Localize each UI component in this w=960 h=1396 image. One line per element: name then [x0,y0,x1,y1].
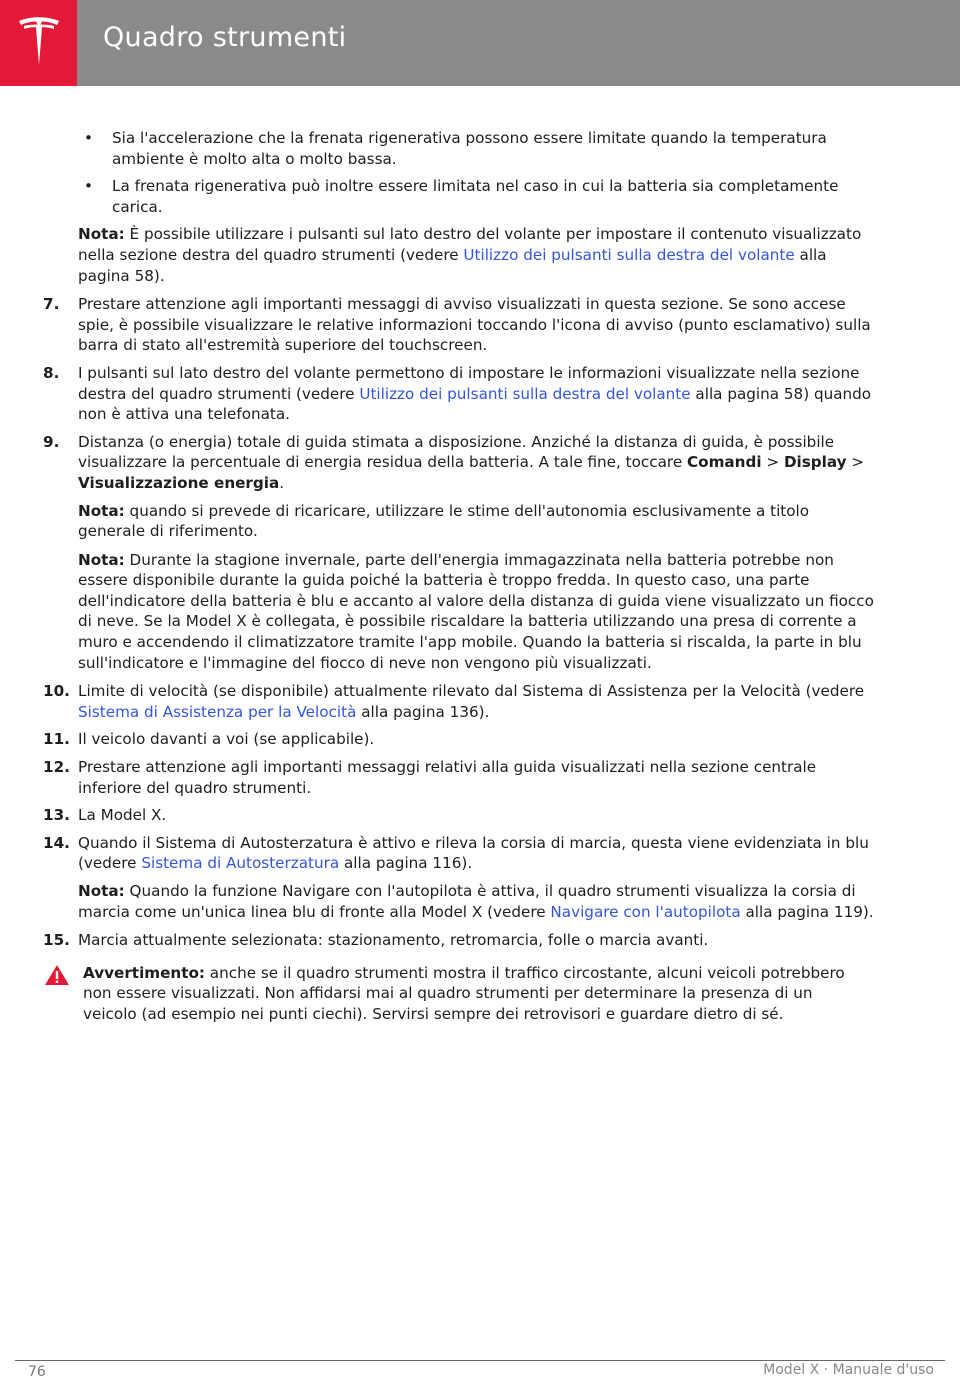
page-number: 76 [28,1364,46,1380]
list-item-15 [0,930,960,951]
page-title: Quadro strumenti [103,22,347,53]
menu-path-comandi: Comandi [687,453,762,472]
item-number: 11. [43,730,70,749]
item-number: 13. [43,806,70,825]
list-item-9 [0,432,960,494]
link-pulsanti-volante[interactable]: Utilizzo dei pulsanti sulla destra del volante [359,384,691,403]
note-6 [0,224,960,286]
menu-path-display: Display [783,453,847,472]
warning-label: Avvertimento: [83,963,205,982]
link-navigare-autopilota[interactable]: Navigare con l'autopilota [550,902,741,921]
item-text: Quando il Sistema di Autosterzatura è attivo e rileva la corsia di marcia, questa viene evidenziata in blu (vedere [78,833,869,873]
warning-triangle-icon [44,964,70,992]
item-number: 7. [43,295,60,314]
item-number: 9. [43,432,60,451]
list-item-10 [0,681,960,722]
bullet-dot-icon: • [84,177,93,196]
item-text: Prestare attenzione agli importanti messaggi di avviso visualizzati in questa sezione. Se sono accese spie, è possibile visualizzare le relative informazioni toccando l'icona di avviso (punto esclamativo) sulla barra di stato all'estremità superiore del touchscreen. [78,295,871,355]
note-9b [0,550,960,674]
item-text: alla pagina 116). [339,854,473,873]
list-item-11 [0,729,960,750]
item-text: Marcia attualmente selezionata: stazionamento, retromarcia, folle o marcia avanti. [78,931,709,950]
list-item-8 [0,363,960,425]
list-item-7 [0,294,960,356]
tesla-logo-icon [16,17,62,69]
note-label: Nota: [78,225,125,244]
item-text: alla pagina 136). [356,702,490,721]
note-14 [0,881,960,922]
bullet-text: La frenata rigenerativa può inoltre essere limitata nel caso in cui la batteria sia completamente carica. [112,177,839,216]
bullet-item [0,176,960,217]
item-number: 15. [43,931,70,950]
note-text: alla pagina 58). [78,245,827,285]
note-text: È possibile utilizzare i pulsanti sul lato destro del volante per impostare il contenuto visualizzato nella sezione destra del quadro strumenti (vedere [78,225,862,264]
note-label: Nota: [78,501,125,520]
path-separator: > [761,453,784,472]
link-autosterzatura[interactable]: Sistema di Autosterzatura [141,854,340,873]
item-number: 8. [43,363,60,382]
note-text: quando si prevede di ricaricare, utilizzare le stime dell'autonomia esclusivamente a titolo generale di riferimento. [78,501,810,541]
bullet-item [0,128,960,169]
document-body [0,128,960,1032]
header-bar [0,0,960,86]
bullet-text: Sia l'accelerazione che la frenata rigenerativa possono essere limitate quando la temperatura ambiente è molto alta o molto bassa. [112,129,827,168]
note-label: Nota: [78,550,125,569]
warning-text: anche se il quadro strumenti mostra il traffico circostante, alcuni veicoli potrebbero non essere visualizzati. Non affidarsi mai al quadro strumenti per determinare la presenza di un veicolo (ad esempio nei punti ciechi). Servirsi sempre dei retrovisori e guardare dietro di sé. [83,963,845,1023]
note-9a [0,501,960,542]
item-number: 14. [43,833,70,852]
bullet-dot-icon: • [84,129,93,147]
item-number: 12. [43,758,70,777]
footer-manual-title: Model X · Manuale d'uso [763,1362,934,1378]
warning-box [0,963,960,1025]
note-label: Nota: [78,882,125,900]
link-pulsanti-volante[interactable]: Utilizzo dei pulsanti sulla destra del volante [463,245,795,264]
item-number: 10. [43,682,70,701]
list-item-12 [0,757,960,798]
item-text: Limite di velocità (se disponibile) attualmente rilevato dal Sistema di Assistenza per la Velocità (vedere [78,682,865,701]
tesla-logo [0,0,77,86]
item-text: I pulsanti sul lato destro del volante permettono di impostare le informazioni visualizzate nella sezione destra del quadro strumenti (vedere [78,363,860,403]
path-separator: > [846,453,865,472]
item-text: . [279,473,285,492]
note-text: Quando la funzione Navigare con l'autopilota è attiva, il quadro strumenti visualizza la corsia di marcia come un'unica linea blu di fronte alla Model X (vedere [78,882,856,921]
item-text: Prestare attenzione agli importanti messaggi relativi alla guida visualizzati nella sezione centrale inferiore del quadro strumenti. [78,758,817,797]
item-text: Distanza (o energia) totale di guida stimata a disposizione. Anziché la distanza di guida, è possibile visualizzare la percentuale di energia residua della batteria. A tale fine, toccare [78,432,835,472]
menu-path-visualizzazione-energia: Visualizzazione energia [78,473,280,492]
item-text: alla pagina 58) quando non è attiva una telefonata. [78,384,872,424]
list-item-13 [0,805,960,826]
list-item-14 [0,833,960,874]
note-text: alla pagina 119). [740,902,874,921]
item-text: La Model X. [78,806,167,825]
link-assistenza-velocita[interactable]: Sistema di Assistenza per la Velocità [78,702,357,721]
item-text: Il veicolo davanti a voi (se applicabile). [78,730,375,749]
footer-divider [15,1360,945,1361]
note-text: Durante la stagione invernale, parte dell'energia immagazzinata nella batteria potrebbe non essere disponibile durante la guida poiché la batteria è troppo fredda. In questo caso, una parte dell'indicatore della batteria è blu e accanto al valore della distanza di guida viene visualizzato un fiocco di neve. Se la Model X è collegata, è possibile riscaldare la batteria utilizzando una presa di corrente a muro e accendendo il climatizzatore tramite l'app mobile. Quando la batteria si riscalda, la parte in blu sull'indicatore e l'immagine del fiocco di neve non vengono più visualizzati. [78,550,874,672]
